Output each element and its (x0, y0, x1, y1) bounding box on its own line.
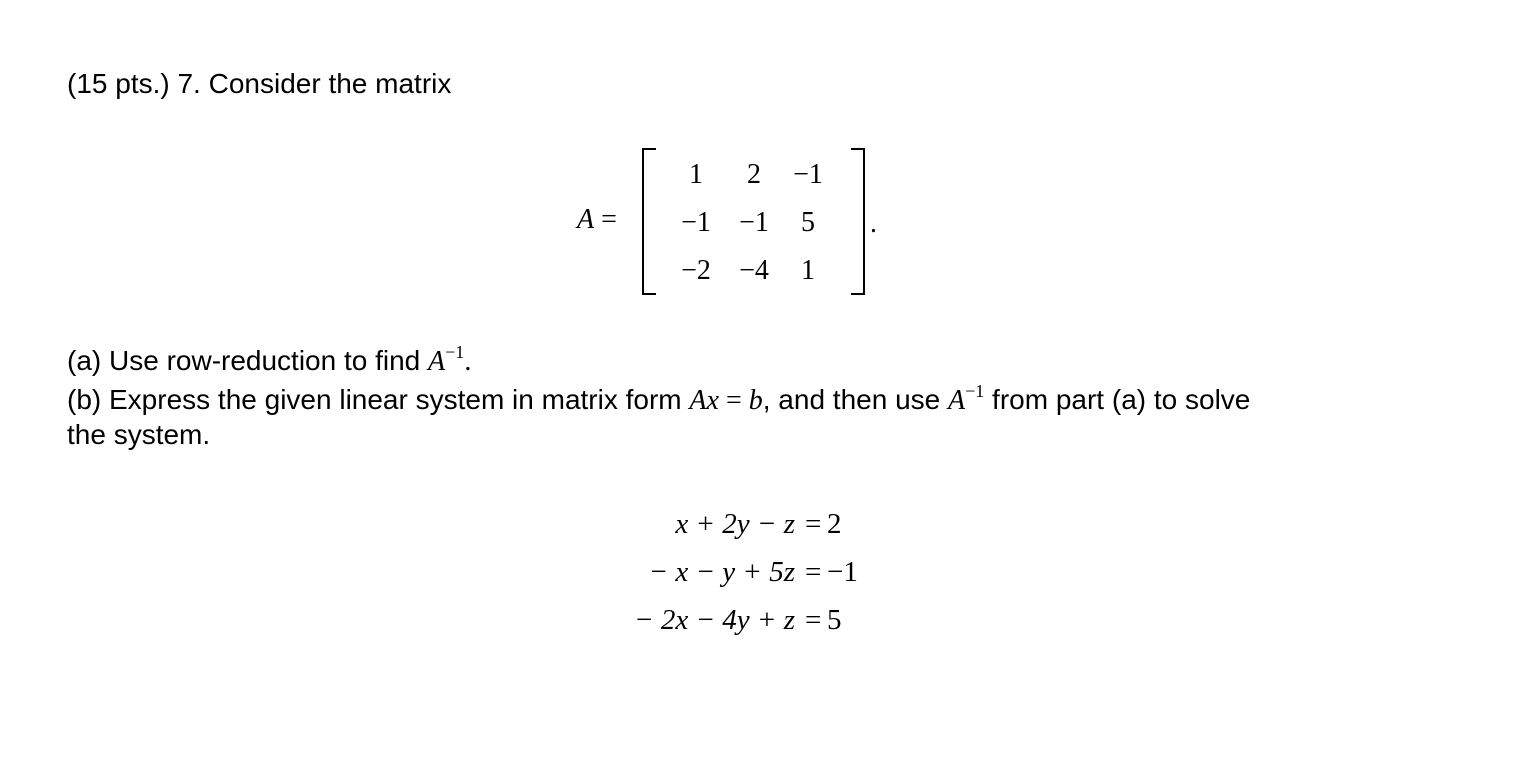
part-b-eq-sign: = (718, 385, 749, 416)
equation-3-lhs: − 2x − 4y + z (634, 604, 795, 636)
equation-1-rhs: 2 (827, 508, 842, 540)
part-b-exponent: −1 (965, 381, 985, 401)
equation-3-rhs: 5 (827, 604, 842, 636)
part-a-text (67, 342, 472, 377)
part-b-instruction-2: , and then use (762, 384, 949, 415)
matrix-equals: = (601, 204, 617, 235)
matrix-cell-r3c2: −4 (739, 255, 769, 286)
matrix-cell-r3c3: 1 (801, 255, 815, 286)
matrix-cell-r3c1: −2 (681, 255, 711, 286)
equation-1-lhs: x + 2y − z (675, 508, 795, 540)
part-b-instruction-1: (b) Express the given linear system in matrix form (67, 384, 690, 415)
matrix-name: A (577, 204, 595, 235)
equation-3-equals: = (805, 604, 822, 636)
matrix-cell-r1c3: −1 (793, 159, 823, 190)
part-b-eq-lhs: Ax (689, 385, 719, 416)
part-a-matrix-symbol: A (428, 346, 446, 377)
part-b-eq-rhs: b (748, 385, 763, 416)
problem-heading: (15 pts.) 7. Consider the matrix (67, 68, 452, 99)
matrix-cell-r2c2: −1 (739, 207, 769, 238)
part-a-exponent: −1 (445, 342, 465, 362)
equation-2-rhs: −1 (827, 556, 858, 588)
matrix-cell-r2c1: −1 (681, 207, 711, 238)
matrix-equation-label (577, 204, 617, 236)
part-b-continuation: the system. (67, 419, 211, 450)
equation-2-lhs: − x − y + 5z (648, 556, 795, 588)
equation-2-equals: = (805, 556, 822, 588)
part-b-instruction-3: from part (a) to solve (984, 384, 1251, 415)
part-b-matrix-symbol: A (948, 385, 966, 416)
matrix-cell-r2c3: 5 (801, 207, 815, 238)
part-b-text (67, 381, 1251, 416)
equation-1-equals: = (805, 508, 822, 540)
matrix-left-bracket (642, 148, 656, 295)
matrix-right-bracket (851, 148, 865, 295)
matrix-cell-r1c1: 1 (689, 159, 703, 190)
part-a-instruction: (a) Use row-reduction to find (67, 345, 429, 376)
matrix-period: . (870, 208, 877, 239)
matrix-cell-r1c2: 2 (747, 159, 761, 190)
part-a-period: . (464, 346, 472, 377)
